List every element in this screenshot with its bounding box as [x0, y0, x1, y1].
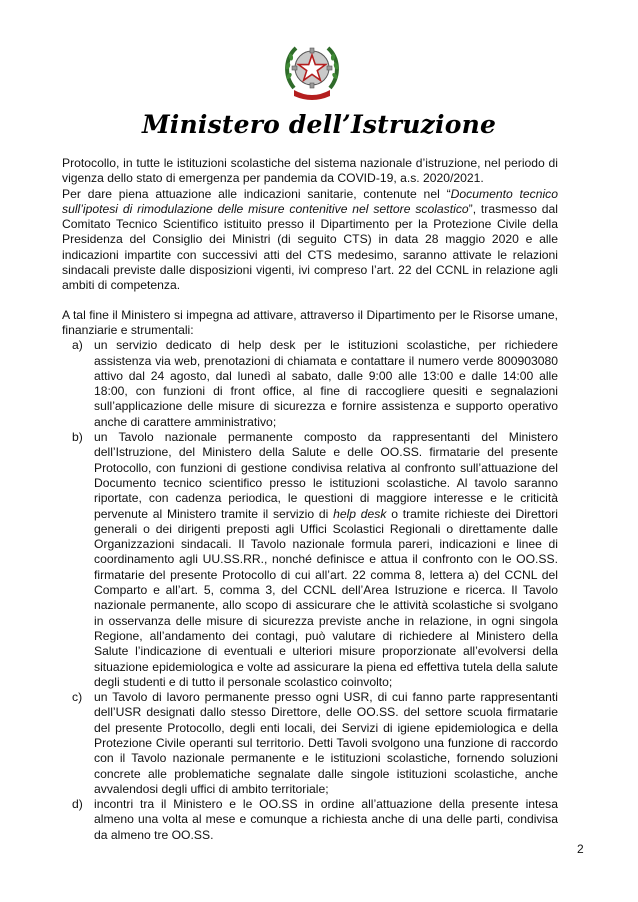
italic-text: help desk [333, 506, 387, 521]
paragraph [62, 308, 558, 339]
text-run: un Tavolo di lavoro permanente presso ogni USR, di cui fanno parte rappresentanti dell’USR designati dallo stesso Direttore, delle OO.SS. del settore scuola firmatarie del presente Protocollo, degli enti locali, dei Servizi di igiene epidemiologica e della Protezione Civile operanti sul territorio. Detti Tavoli svolgono una funzione di raccordo con il Tavolo nazionale permanente e le istituzioni scolastiche, fornendo soluzioni concrete alle problematiche segnalate dalle singole istituzioni scolastiche, anche avvalendosi degli uffici di ambito territoriale; [94, 690, 558, 796]
text-run: un Tavolo nazionale permanente composto da rappresentanti del Ministero dell’Istruzione, del Ministero della Salute e delle OO.SS. firmatarie del presente Protocollo, con funzioni di gestione condivisa relativa al confronto sull’attuazione del Documento tecnico scientifico presso le istituzioni scolastiche. Al tavolo saranno riportate, con cadenza periodica, le questioni di maggiore interesse e le criticità pervenute al Ministero tramite il servizio di [94, 430, 558, 521]
italic-text: Documento tecnico sull’ipotesi di rimodulazione delle misure contenitive nel settore scolastico [62, 186, 558, 216]
ministry-title: Ministero dell’Istruzione [141, 110, 497, 139]
list-marker: b) [72, 430, 83, 445]
paragraph [62, 156, 558, 187]
text-run: A tal fine il Ministero si impegna ad attivare, attraverso il Dipartimento per le Risorse umane, finanziarie e strumentali: [62, 307, 558, 337]
list-item [62, 430, 558, 690]
list-marker: d) [72, 797, 83, 812]
text-run: o tramite richieste dei Direttori generali o dei dirigenti preposti agli Uffici Scolastici Regionali o direttamente dalle Organizzazioni sindacali. Il Tavolo nazionale formula pareri, indicazioni e linee di coordinamento agli UU.SS.RR., nonché definisce e attua il confronto con le OO.SS. firmatarie del presente Protocollo di cui all’art. 22 comma 8, lettera a) del CCNL del Comparto e all’art. 5, comma 3, del CCNL dell’Area Istruzione e ricerca. Il Tavolo nazionale permanente, allo scopo di assicurare che le attività scolastiche si svolgano in osservanza delle misure di sicurezza previste anche in relazione, in ogni singola Regione, all’andamento dei contagi, può valutare di richiedere al Ministero della Salute l’indicazione di eventuali e ulteriori misure proporzionate all’evolversi della situazione epidemiologica e volte ad assicurare la piena ed effettiva tutela della salute degli studenti e di tutto il personale scolastico coinvolto; [94, 506, 558, 689]
text-run: incontri tra il Ministero e le OO.SS in ordine all’attuazione della presente intesa almeno una volta al mese e comunque a richiesta anche di una delle parti, condivisa da almeno tre OO.SS. [94, 797, 558, 842]
list-item [62, 690, 558, 797]
italian-emblem-icon [280, 36, 344, 104]
page-number: 2 [577, 842, 584, 856]
list-marker: c) [72, 690, 83, 705]
text-run: ”, trasmesso dal Comitato Tecnico Scientifico istituito presso il Dipartimento per la Protezione Civile della Presidenza del Consiglio dei Ministri (di seguito CTS) in data 28 maggio 2020 e alle indicazioni impartite con successivi atti del CTS medesimo, saranno attivate le relazioni sindacali previste dalle disposizioni vigenti, ivi compreso l’art. 22 del CCNL in relazione agli ambiti di competenza. [62, 201, 558, 293]
text-run: un servizio dedicato di help desk per le istituzioni scolastiche, per richiedere assistenza via web, prenotazioni di chiamata e contattare il numero verde 800903080 attivo dal 24 agosto, dal lunedì al sabato, dalle 9:00 alle 13:00 e dalle 14:00 alle 18:00, con funzioni di front office, al fine di raccogliere quesiti e segnalazioni sull’applicazione delle misure di sicurezza e fornire assistenza e supporto operativo anche di carattere amministrativo; [94, 338, 558, 429]
list-item [62, 338, 558, 430]
text-run: Per dare piena attuazione alle indicazioni sanitarie, contenute nel “ [62, 186, 451, 201]
document-body [62, 156, 558, 843]
paragraph [62, 187, 558, 294]
text-run: Protocollo, in tutte le istituzioni scolastiche del sistema nazionale d’istruzione, nel periodo di vigenza dello stato di emergenza per pandemia da COVID-19, a.s. 2020/2021. [62, 156, 558, 186]
list-marker: a) [72, 338, 83, 353]
measures-list [62, 338, 558, 843]
list-item [62, 797, 558, 843]
paragraph-gap [62, 294, 558, 308]
